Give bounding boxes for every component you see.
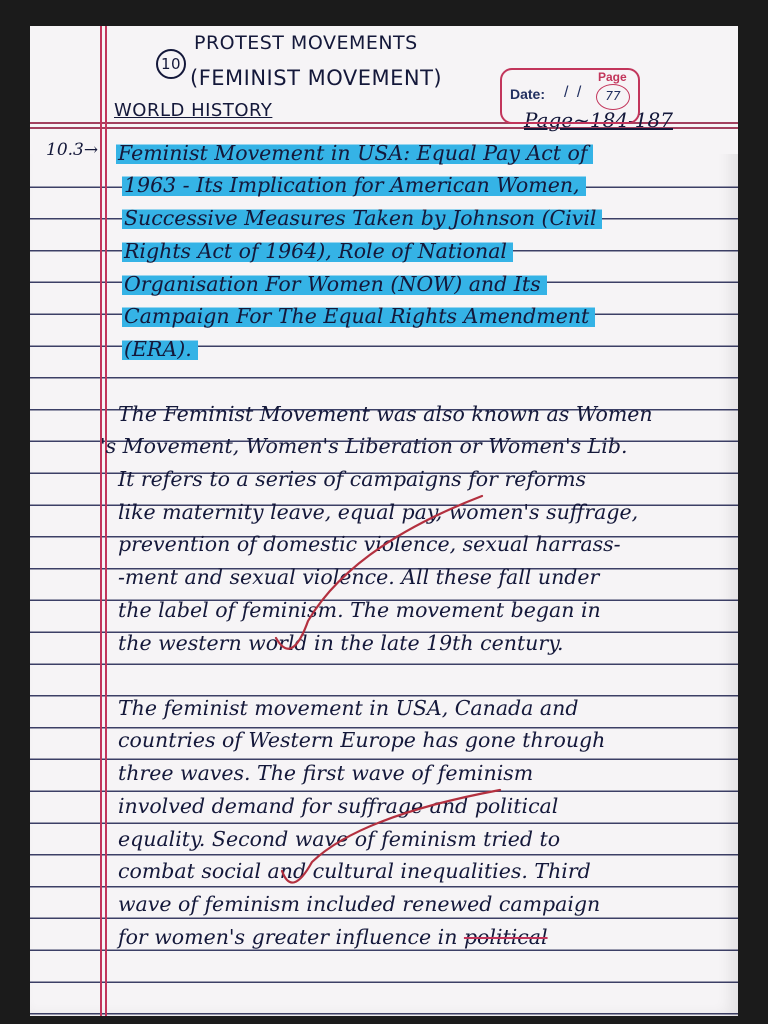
margin-line-left bbox=[100, 26, 102, 1016]
paragraph-line: the western world in the late 19th century. bbox=[118, 631, 564, 655]
margin-line-right bbox=[105, 26, 107, 1016]
paragraph-line: The feminist movement in USA, Canada and bbox=[118, 696, 579, 720]
section-number: 10.3→ bbox=[46, 140, 99, 160]
date-label: Date: bbox=[510, 86, 546, 102]
paragraph-line: the label of feminism. The movement began in bbox=[118, 598, 601, 622]
paragraph-line: prevention of domestic violence, sexual harrass- bbox=[118, 532, 621, 556]
paragraph-line: combat social and cultural inequalities. Third bbox=[118, 859, 591, 883]
page-reference: Page~184-187 bbox=[524, 108, 673, 132]
date-value: / / bbox=[564, 84, 584, 101]
heading-line: Rights Act of 1964), Role of National bbox=[122, 239, 513, 263]
paragraph-line: three waves. The first wave of feminism bbox=[118, 761, 534, 785]
paragraph-line: The Feminist Movement was also known as Women bbox=[118, 402, 653, 426]
heading-line: Organisation For Women (NOW) and Its bbox=[122, 272, 547, 296]
struck-word: political bbox=[463, 925, 548, 949]
paragraph-line: 's Movement, Women's Liberation or Women's Lib. bbox=[100, 434, 628, 458]
chapter-number-circle bbox=[156, 49, 186, 79]
paragraph-line: wave of feminism included renewed campaign bbox=[118, 892, 601, 916]
heading-line: (ERA). bbox=[122, 337, 198, 361]
title-line-1: PROTEST MOVEMENTS bbox=[194, 32, 418, 54]
page-number: 77 bbox=[596, 84, 630, 110]
subject-label: WORLD HISTORY bbox=[114, 100, 273, 121]
heading-line: 1963 - Its Implication for American Women, bbox=[122, 173, 586, 197]
page-label: Page bbox=[598, 70, 627, 84]
heading-line: Successive Measures Taken by Johnson (Civil bbox=[122, 206, 602, 230]
paragraph-line: countries of Western Europe has gone through bbox=[118, 728, 606, 752]
paragraph-line-text: for women's greater influence in bbox=[118, 925, 458, 949]
paragraph-line: It refers to a series of campaigns for reforms bbox=[118, 467, 587, 491]
paragraph-line: -ment and sexual violence. All these fall under bbox=[118, 565, 600, 589]
chapter-number: 10 bbox=[160, 55, 182, 73]
paragraph-line: involved demand for suffrage and political bbox=[118, 794, 559, 818]
heading-line: Campaign For The Equal Rights Amendment bbox=[122, 304, 595, 328]
heading-line: Feminist Movement in USA: Equal Pay Act of bbox=[116, 141, 593, 165]
title-line-2: (FEMINIST MOVEMENT) bbox=[190, 66, 443, 90]
paragraph-line: like maternity leave, equal pay, women's suffrage, bbox=[118, 500, 639, 524]
paragraph-line: equality. Second wave of feminism tried to bbox=[118, 827, 561, 851]
notebook-page bbox=[30, 26, 738, 1016]
paragraph-line bbox=[118, 925, 548, 949]
date-box bbox=[500, 68, 640, 124]
